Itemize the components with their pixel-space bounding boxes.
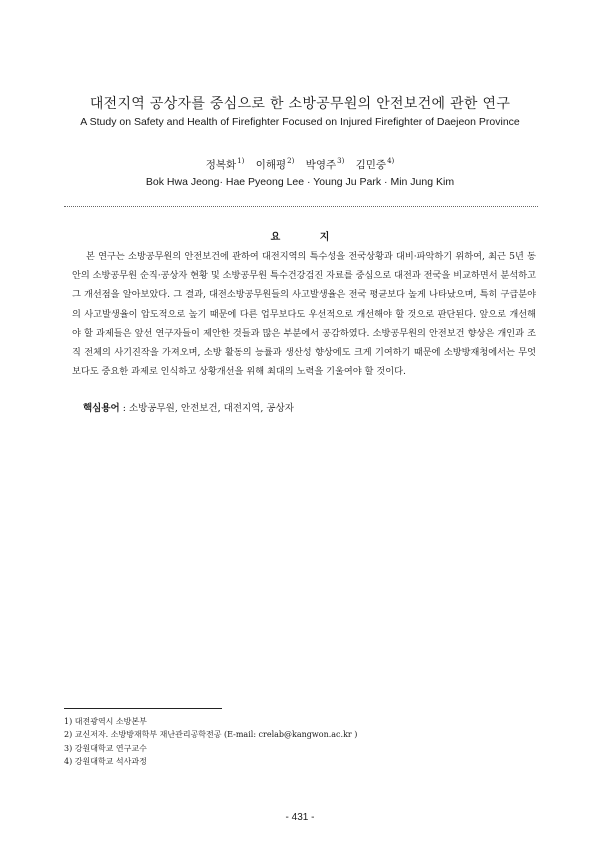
authors-korean — [0, 157, 600, 172]
footnote-item: 4) 강원대학교 석사과정 — [64, 757, 147, 767]
section-divider — [64, 206, 538, 207]
paper-title-english: A Study on Safety and Health of Firefighter Focused on Injured Firefighter of Daejeon Province — [80, 116, 520, 128]
footnote-divider — [64, 708, 222, 709]
author-affiliation-mark: 3) — [337, 157, 345, 165]
abstract-body: 본 연구는 소방공무원의 안전보건에 관하여 대전지역의 특수성을 전국상황과 대비·파악하기 위하여, 최근 5년 동안의 소방공무원 순직·공상자 현황 및 소방공무원 특수건강검진 자료를 중심으로 대전과 전국을 비교하면서 분석하고 그 개선점을 알아보았다. 그 결과, 대전소방공무원들의 사고발생율은 전국 평균보다 높게 나타났으며, 특히 구급분야의 사고발생율이 압도적으로 높기 때문에 다른 업무보다도 우선적으로 개선해야 할 것으로 판단된다. 앞으로 개선해야 할 과제들은 앞선 연구자들이 제안한 것들과 많은 부분에서 공감하였다. 소방공무원의 안전보건 향상은 개인과 조직 전체의 사기진작을 가져오며, 소방 활동의 능률과 생산성 향상에도 크게 기여하기 때문에 소방방재청에서는 무엇보다도 중요한 과제로 인식하고 상황개선을 위해 최대의 노력을 기울여야 할 것이다. — [72, 251, 536, 378]
keywords-terms: 소방공무원, 안전보건, 대전지역, 공상자 — [128, 403, 294, 414]
author-affiliation-mark: 4) — [387, 157, 395, 165]
keywords-separator: : — [119, 403, 129, 414]
author-1 — [206, 157, 245, 172]
author-2 — [256, 157, 295, 172]
author-4 — [356, 157, 395, 172]
author-3 — [306, 157, 345, 172]
abstract-heading: 요 지 — [270, 232, 348, 243]
keywords-label: 핵심용어 — [83, 403, 120, 414]
page-number: - 431 - — [285, 812, 315, 823]
author-name: 정복화 — [205, 159, 237, 171]
footnotes — [64, 715, 544, 769]
author-affiliation-mark: 2) — [287, 157, 295, 165]
footnote-item: 3) 강원대학교 연구교수 — [64, 743, 147, 753]
author-name: 박영주 — [305, 159, 337, 171]
paper-title-korean: 대전지역 공상자를 중심으로 한 소방공무원의 안전보건에 관한 연구 — [89, 96, 511, 112]
author-name: 김민중 — [355, 159, 387, 171]
authors-english: Bok Hwa Jeong· Hae Pyeong Lee · Young Ju Park · Min Jung Kim — [145, 176, 455, 188]
footnote-item: 2) 교신저자. 소방방재학부 재난관리공학전공 (E-mail: crelab@kangwon.ac.kr ) — [64, 730, 358, 740]
keywords — [83, 400, 533, 414]
author-name: 이해평 — [255, 159, 287, 171]
footnote-item: 1) 대전광역시 소방본부 — [64, 717, 147, 726]
author-affiliation-mark: 1) — [237, 157, 245, 165]
